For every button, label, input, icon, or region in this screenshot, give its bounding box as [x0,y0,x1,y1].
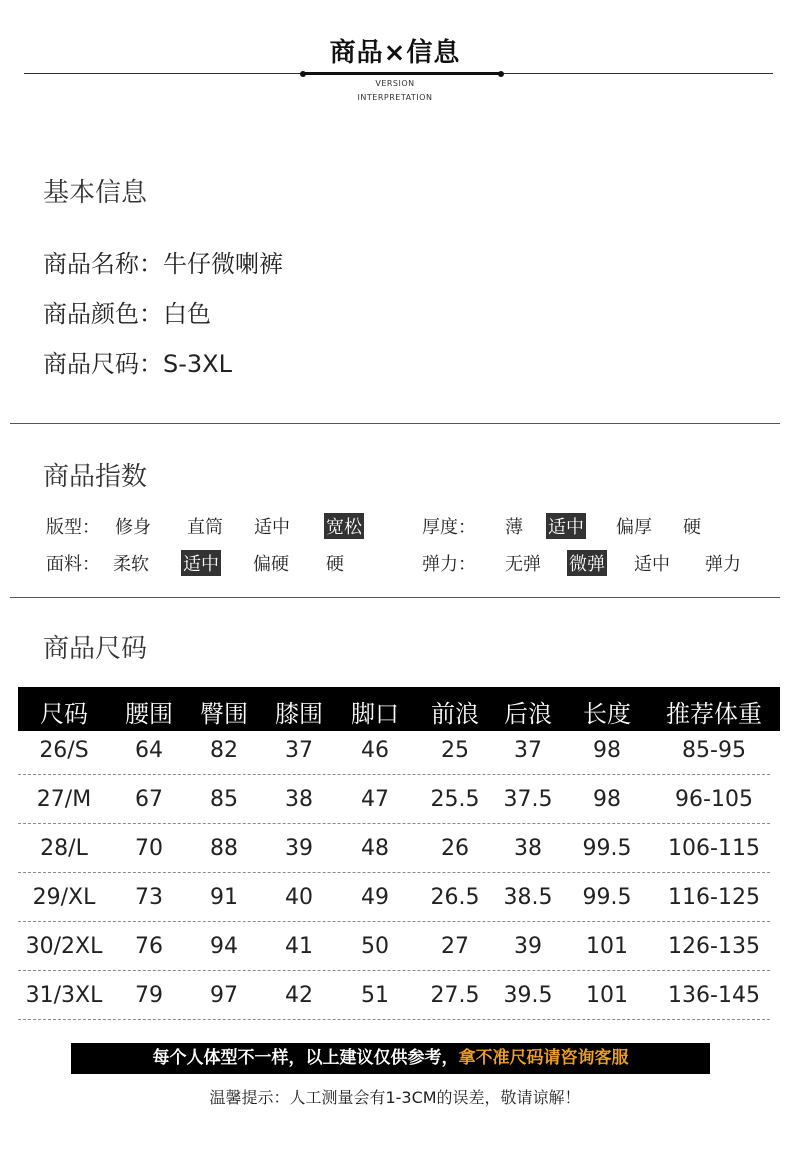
header-hip: 臀围 [200,700,248,728]
cell-hip: 91 [210,885,238,910]
header-dot-left [300,71,306,77]
cell-size: 27/M [36,787,92,812]
cell-waist: 64 [135,738,163,763]
cell-front-rise: 25.5 [430,787,480,812]
cell-front-rise: 27.5 [430,983,480,1008]
table-row-separator [18,774,770,775]
cell-hem: 49 [361,885,389,910]
cell-back-rise: 39.5 [503,983,553,1008]
cell-back-rise: 38.5 [503,885,553,910]
header-waist: 腰围 [125,700,173,728]
notice-banner [71,1043,710,1074]
cell-front-rise: 25 [441,738,469,763]
cell-knee: 39 [285,836,313,861]
cell-length: 98 [593,787,621,812]
header-weight: 推荐体重 [666,700,762,728]
cell-size: 31/3XL [25,983,103,1008]
cell-weight: 96-105 [675,787,753,812]
header-dot-right [498,71,504,77]
size-chart-title: 商品尺码 [43,634,148,664]
header-knee: 膝围 [275,700,323,728]
cell-hem: 48 [361,836,389,861]
cell-size: 29/XL [32,885,96,910]
notice-text: 每个人体型不一样，以上建议仅供参考， [152,1048,459,1068]
fit-label: 版型： [46,517,100,538]
cell-waist: 70 [135,836,163,861]
elasticity-option-medium: 适中 [634,554,670,575]
fabric-option-stiff: 偏硬 [253,554,289,575]
measurement-tip: 温馨提示：人工测量会有1-3CM的误差，敬请谅解！ [209,1088,581,1107]
fit-option-regular: 适中 [254,517,290,538]
basic-info-title: 基本信息 [43,178,148,208]
table-row-separator [18,1019,770,1020]
table-row-separator [18,872,770,873]
cell-hip: 88 [210,836,238,861]
product-name: 商品名称：牛仔微喇裤 [43,250,283,278]
cell-hip: 85 [210,787,238,812]
cell-waist: 67 [135,787,163,812]
cell-length: 101 [586,934,628,959]
cell-hem: 46 [361,738,389,763]
thickness-option-thick: 偏厚 [616,517,652,538]
table-row-separator [18,921,770,922]
fabric-option-soft: 柔软 [113,554,149,575]
cell-knee: 41 [285,934,313,959]
cell-knee: 37 [285,738,313,763]
cell-waist: 79 [135,983,163,1008]
fit-option-straight: 直筒 [187,517,223,538]
cell-weight: 126-135 [668,934,760,959]
cell-back-rise: 37.5 [503,787,553,812]
cell-weight: 85-95 [682,738,746,763]
page-title: 商品×信息 [329,38,461,68]
header-back-rise: 后浪 [504,700,552,728]
index-title: 商品指数 [43,462,148,492]
header-length: 长度 [583,700,631,728]
fit-option-loose-selected: 宽松 [324,513,364,539]
cell-waist: 73 [135,885,163,910]
cell-length: 101 [586,983,628,1008]
cell-size: 28/L [40,836,88,861]
cell-back-rise: 37 [514,738,542,763]
cell-weight: 116-125 [668,885,760,910]
cell-back-rise: 38 [514,836,542,861]
elasticity-option-none: 无弹 [505,554,541,575]
cell-size: 30/2XL [25,934,103,959]
cell-knee: 42 [285,983,313,1008]
table-row-separator [18,970,770,971]
cell-length: 98 [593,738,621,763]
fabric-label: 面料： [46,554,100,575]
cell-hip: 97 [210,983,238,1008]
table-row-separator [18,823,770,824]
cell-length: 99.5 [582,885,632,910]
cell-weight: 136-145 [668,983,760,1008]
cell-hip: 94 [210,934,238,959]
cell-hip: 82 [210,738,238,763]
thickness-label: 厚度： [422,517,476,538]
index-row-2 [0,550,790,576]
header-front-rise: 前浪 [431,700,479,728]
notice-highlight: 拿不准尺码请咨询客服 [458,1048,629,1068]
cell-front-rise: 26.5 [430,885,480,910]
elasticity-option-slight-selected: 微弹 [567,550,607,576]
product-color: 商品颜色：白色 [43,300,211,328]
cell-front-rise: 27 [441,934,469,959]
cell-length: 99.5 [582,836,632,861]
cell-weight: 106-115 [668,836,760,861]
header-subtitle-interpretation: INTERPRETATION [357,93,433,102]
index-row-1 [0,513,790,539]
thickness-option-medium-selected: 适中 [546,513,586,539]
header-accent-bar [303,72,501,75]
header-size: 尺码 [40,700,88,728]
header-subtitle-version: VERSION [375,79,415,88]
fit-option-slim: 修身 [115,517,151,538]
fabric-option-hard: 硬 [326,554,344,575]
cell-waist: 76 [135,934,163,959]
fabric-option-medium-selected: 适中 [181,550,221,576]
cell-hem: 50 [361,934,389,959]
elasticity-option-stretchy: 弹力 [705,554,741,575]
section-divider-2 [10,597,780,598]
product-size-range: 商品尺码：S-3XL [43,350,232,378]
cell-hem: 47 [361,787,389,812]
cell-hem: 51 [361,983,389,1008]
cell-knee: 38 [285,787,313,812]
cell-size: 26/S [39,738,89,763]
cell-back-rise: 39 [514,934,542,959]
cell-front-rise: 26 [441,836,469,861]
section-divider [10,423,780,424]
thickness-option-thin: 薄 [505,517,523,538]
cell-knee: 40 [285,885,313,910]
header-hem: 脚口 [351,700,399,728]
elasticity-label: 弹力： [422,554,476,575]
thickness-option-hard: 硬 [683,517,701,538]
